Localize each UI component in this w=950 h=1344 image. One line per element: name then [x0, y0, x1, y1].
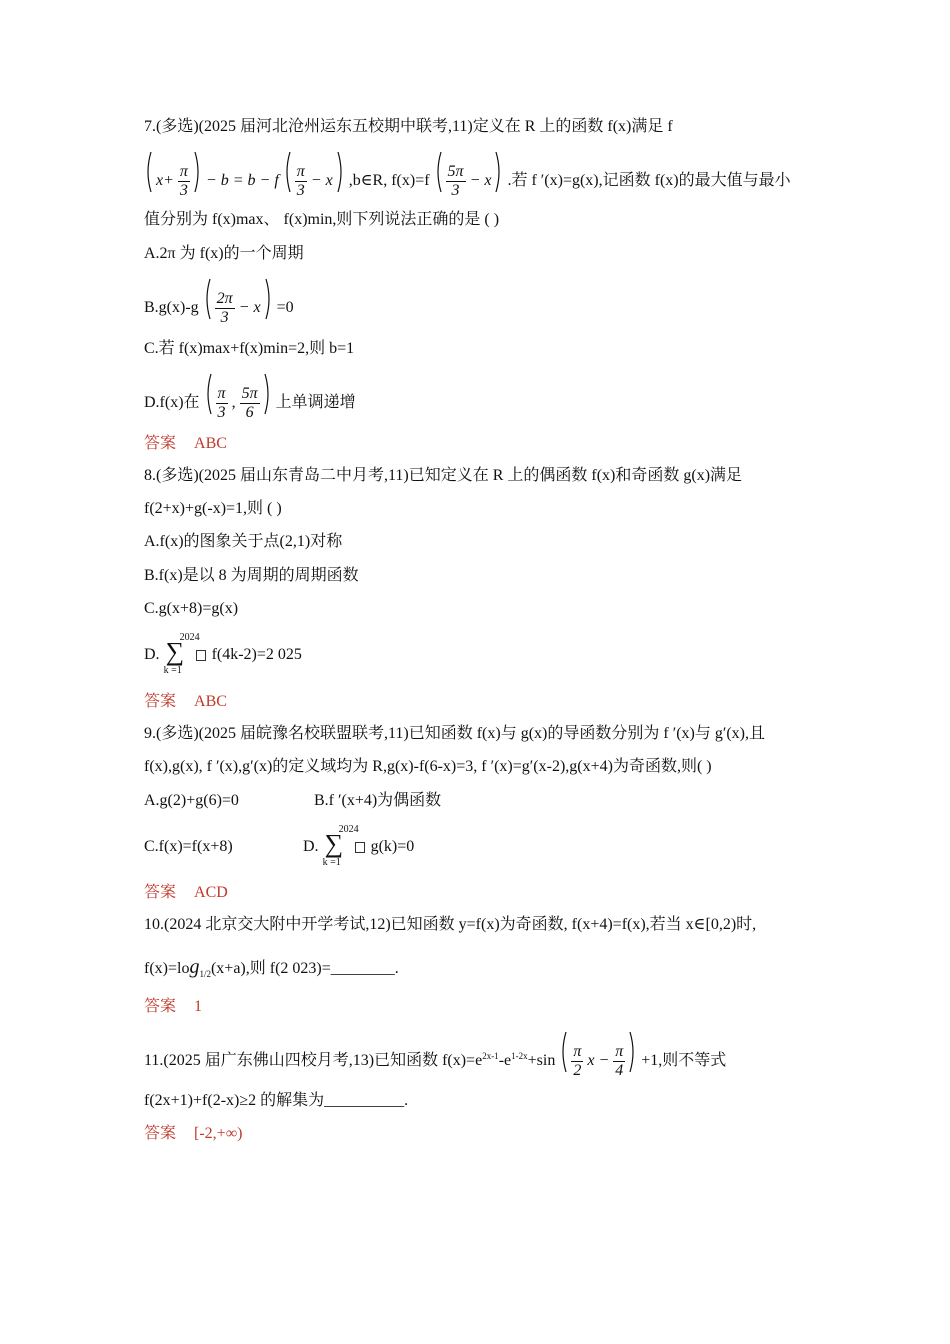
q8-stem-line1: 8.(多选)(2025 届山东青岛二中月考,11)已知定义在 R 上的偶函数 f(x)和奇函数 g(x)满足 [144, 467, 743, 484]
placeholder-box-icon [355, 842, 365, 853]
q10-stem-line1: 10.(2024 北京交大附中开学考试,12)已知函数 y=f(x)为奇函数, f(x+4)=f(x),若当 x∈[0,2)时, [144, 916, 757, 933]
q7-cond-c: − x [310, 172, 333, 190]
q9-option-a: A.g(2)+g(6)=0 [144, 792, 239, 809]
q9-stem-line1: 9.(多选)(2025 届皖豫名校联盟联考,11)已知函数 f(x)与 g(x)的导函数分别为 f ′(x)与 g′(x),且 [144, 725, 766, 742]
q8-answer [144, 692, 227, 712]
q7-cond-f: .若 f ′(x)=g(x),记函数 f(x)的最大值与最小 [507, 172, 791, 190]
q8-option-c: C.g(x+8)=g(x) [144, 600, 239, 617]
q7-optd-post: 上单调递增 [275, 394, 356, 412]
q11-frac-pi4: $\frac{\pi}{4}$ [615, 1043, 624, 1079]
q7-option-a: A.2π 为 f(x)的一个周期 [144, 245, 304, 262]
q10-answer [144, 997, 202, 1017]
q11-frac-pi2: $\frac{\pi}{2}$ [573, 1043, 582, 1079]
answer-value: ABC [194, 693, 227, 710]
answer-label: 答案 [144, 693, 177, 710]
paren-left [203, 277, 211, 340]
q7-stem-line3: 值分别为 f(x)max、 f(x)min,则下列说法正确的是 ( ) [144, 211, 500, 228]
sum-lower: k =1 [163, 665, 182, 677]
q8-optd-pre: D. [144, 646, 160, 663]
q7-optb-pre: B.g(x)-g [144, 299, 199, 317]
paren-right [629, 1030, 637, 1093]
sigma-icon: ∑ [324, 829, 344, 859]
q10-line2-pre: f(x)=lo [144, 960, 190, 977]
q10-stem-line2 [144, 952, 399, 989]
answer-label: 答案 [144, 884, 177, 901]
summation-symbol [322, 824, 359, 869]
q11-stem-line1 [144, 1030, 726, 1093]
q8-optd-post: f(4k-2)=2 025 [211, 646, 302, 663]
summation-symbol [163, 632, 200, 677]
q10-log-base: 1/2 [199, 969, 211, 980]
answer-label: 答案 [144, 998, 177, 1015]
q7-optb-post: =0 [276, 299, 294, 317]
q7-cond-a: x+ [156, 172, 174, 190]
sum-upper: 2024 [338, 824, 359, 836]
q7-stem-line2 [144, 150, 791, 213]
q9-answer [144, 883, 228, 903]
q7-cond-e: − x [469, 172, 492, 190]
q11-answer [144, 1124, 242, 1144]
sum-upper: 2024 [179, 632, 200, 644]
paren-left [144, 150, 152, 213]
q7-optd-comma: , [231, 394, 236, 412]
q9-optd-pre: D. [303, 838, 319, 855]
q11-exp2: 1-2x [511, 1050, 528, 1061]
q7-frac-5pi3: $\frac{5\pi}{3}$ [447, 163, 464, 199]
q7-optd-pre: D.f(x)在 [144, 394, 200, 412]
answer-value: 1 [194, 998, 203, 1015]
paren-left [434, 150, 442, 213]
q7-frac-2pi3: $\frac{2\pi}{3}$ [216, 290, 233, 326]
q8-option-b: B.f(x)是以 8 为周期的周期函数 [144, 567, 359, 584]
q7-stem-line1: 7.(多选)(2025 届河北沧州运东五校期中联考,11)定义在 R 上的函数 f(x)满足 f [144, 118, 673, 135]
q9-optd-post: g(k)=0 [370, 838, 415, 855]
paren-left [283, 150, 291, 213]
q7-option-b [144, 277, 294, 340]
q7-cond-d: ,b∈R, f(x)=f [348, 172, 430, 190]
q7-frac-pi3: $\frac{\pi}{3}$ [179, 163, 188, 199]
q9-stem-line2: f(x),g(x), f ′(x),g′(x)的定义域均为 R,g(x)-f(6-x)=3, f ′(x)=g′(x-2),g(x+4)为奇函数,则( ) [144, 758, 712, 775]
q7-option-c: C.若 f(x)max+f(x)min=2,则 b=1 [144, 340, 355, 357]
q8-stem-line2: f(2+x)+g(-x)=1,则 ( ) [144, 500, 282, 517]
paren-left [204, 372, 212, 435]
q8-option-d [144, 632, 302, 678]
q9-option-d [303, 824, 414, 870]
paren-right [495, 150, 503, 213]
q7-optb-mid: − x [238, 299, 261, 317]
q8-option-a: A.f(x)的图象关于点(2,1)对称 [144, 533, 343, 550]
paren-right [337, 150, 345, 213]
answer-label: 答案 [144, 1125, 177, 1142]
paren-left [559, 1030, 567, 1093]
answer-label: 答案 [144, 435, 177, 452]
q7-answer [144, 434, 227, 454]
q10-log-g: g [189, 956, 200, 978]
q11-pre: 11.(2025 届广东佛山四校月考,13)已知函数 f(x)=e [144, 1052, 483, 1070]
paren-right [265, 277, 273, 340]
q11-sin: +sin [527, 1052, 556, 1070]
sigma-icon: ∑ [165, 637, 185, 667]
q9-option-b: B.f ′(x+4)为偶函数 [314, 792, 442, 809]
answer-value: ACD [194, 884, 228, 901]
q7-frac-pi3-b: $\frac{\pi}{3}$ [296, 163, 305, 199]
q9-options-ab [144, 791, 442, 811]
q7-cond-b: − b = b − f [205, 172, 279, 190]
q11-post: +1,则不等式 [641, 1052, 727, 1070]
q11-mid: -e [498, 1052, 512, 1070]
q11-exp1: 2x-1 [482, 1050, 499, 1061]
paren-right [264, 372, 272, 435]
answer-value: [-2,+∞) [194, 1125, 243, 1142]
q7-frac-pi3-d: $\frac{\pi}{3}$ [217, 385, 226, 421]
q9-option-c: C.f(x)=f(x+8) [144, 838, 233, 855]
q10-line2-post: (x+a),则 f(2 023)=________. [210, 960, 399, 977]
paren-right [194, 150, 202, 213]
placeholder-box-icon [196, 650, 206, 661]
q7-frac-5pi6: $\frac{5\pi}{6}$ [241, 385, 258, 421]
q7-option-d [144, 372, 356, 435]
q11-stem-line2: f(2x+1)+f(2-x)≥2 的解集为__________. [144, 1092, 409, 1109]
q11-x: x − [587, 1052, 610, 1070]
sum-lower: k =1 [322, 857, 341, 869]
answer-value: ABC [194, 435, 227, 452]
q9-options-cd [144, 824, 544, 870]
